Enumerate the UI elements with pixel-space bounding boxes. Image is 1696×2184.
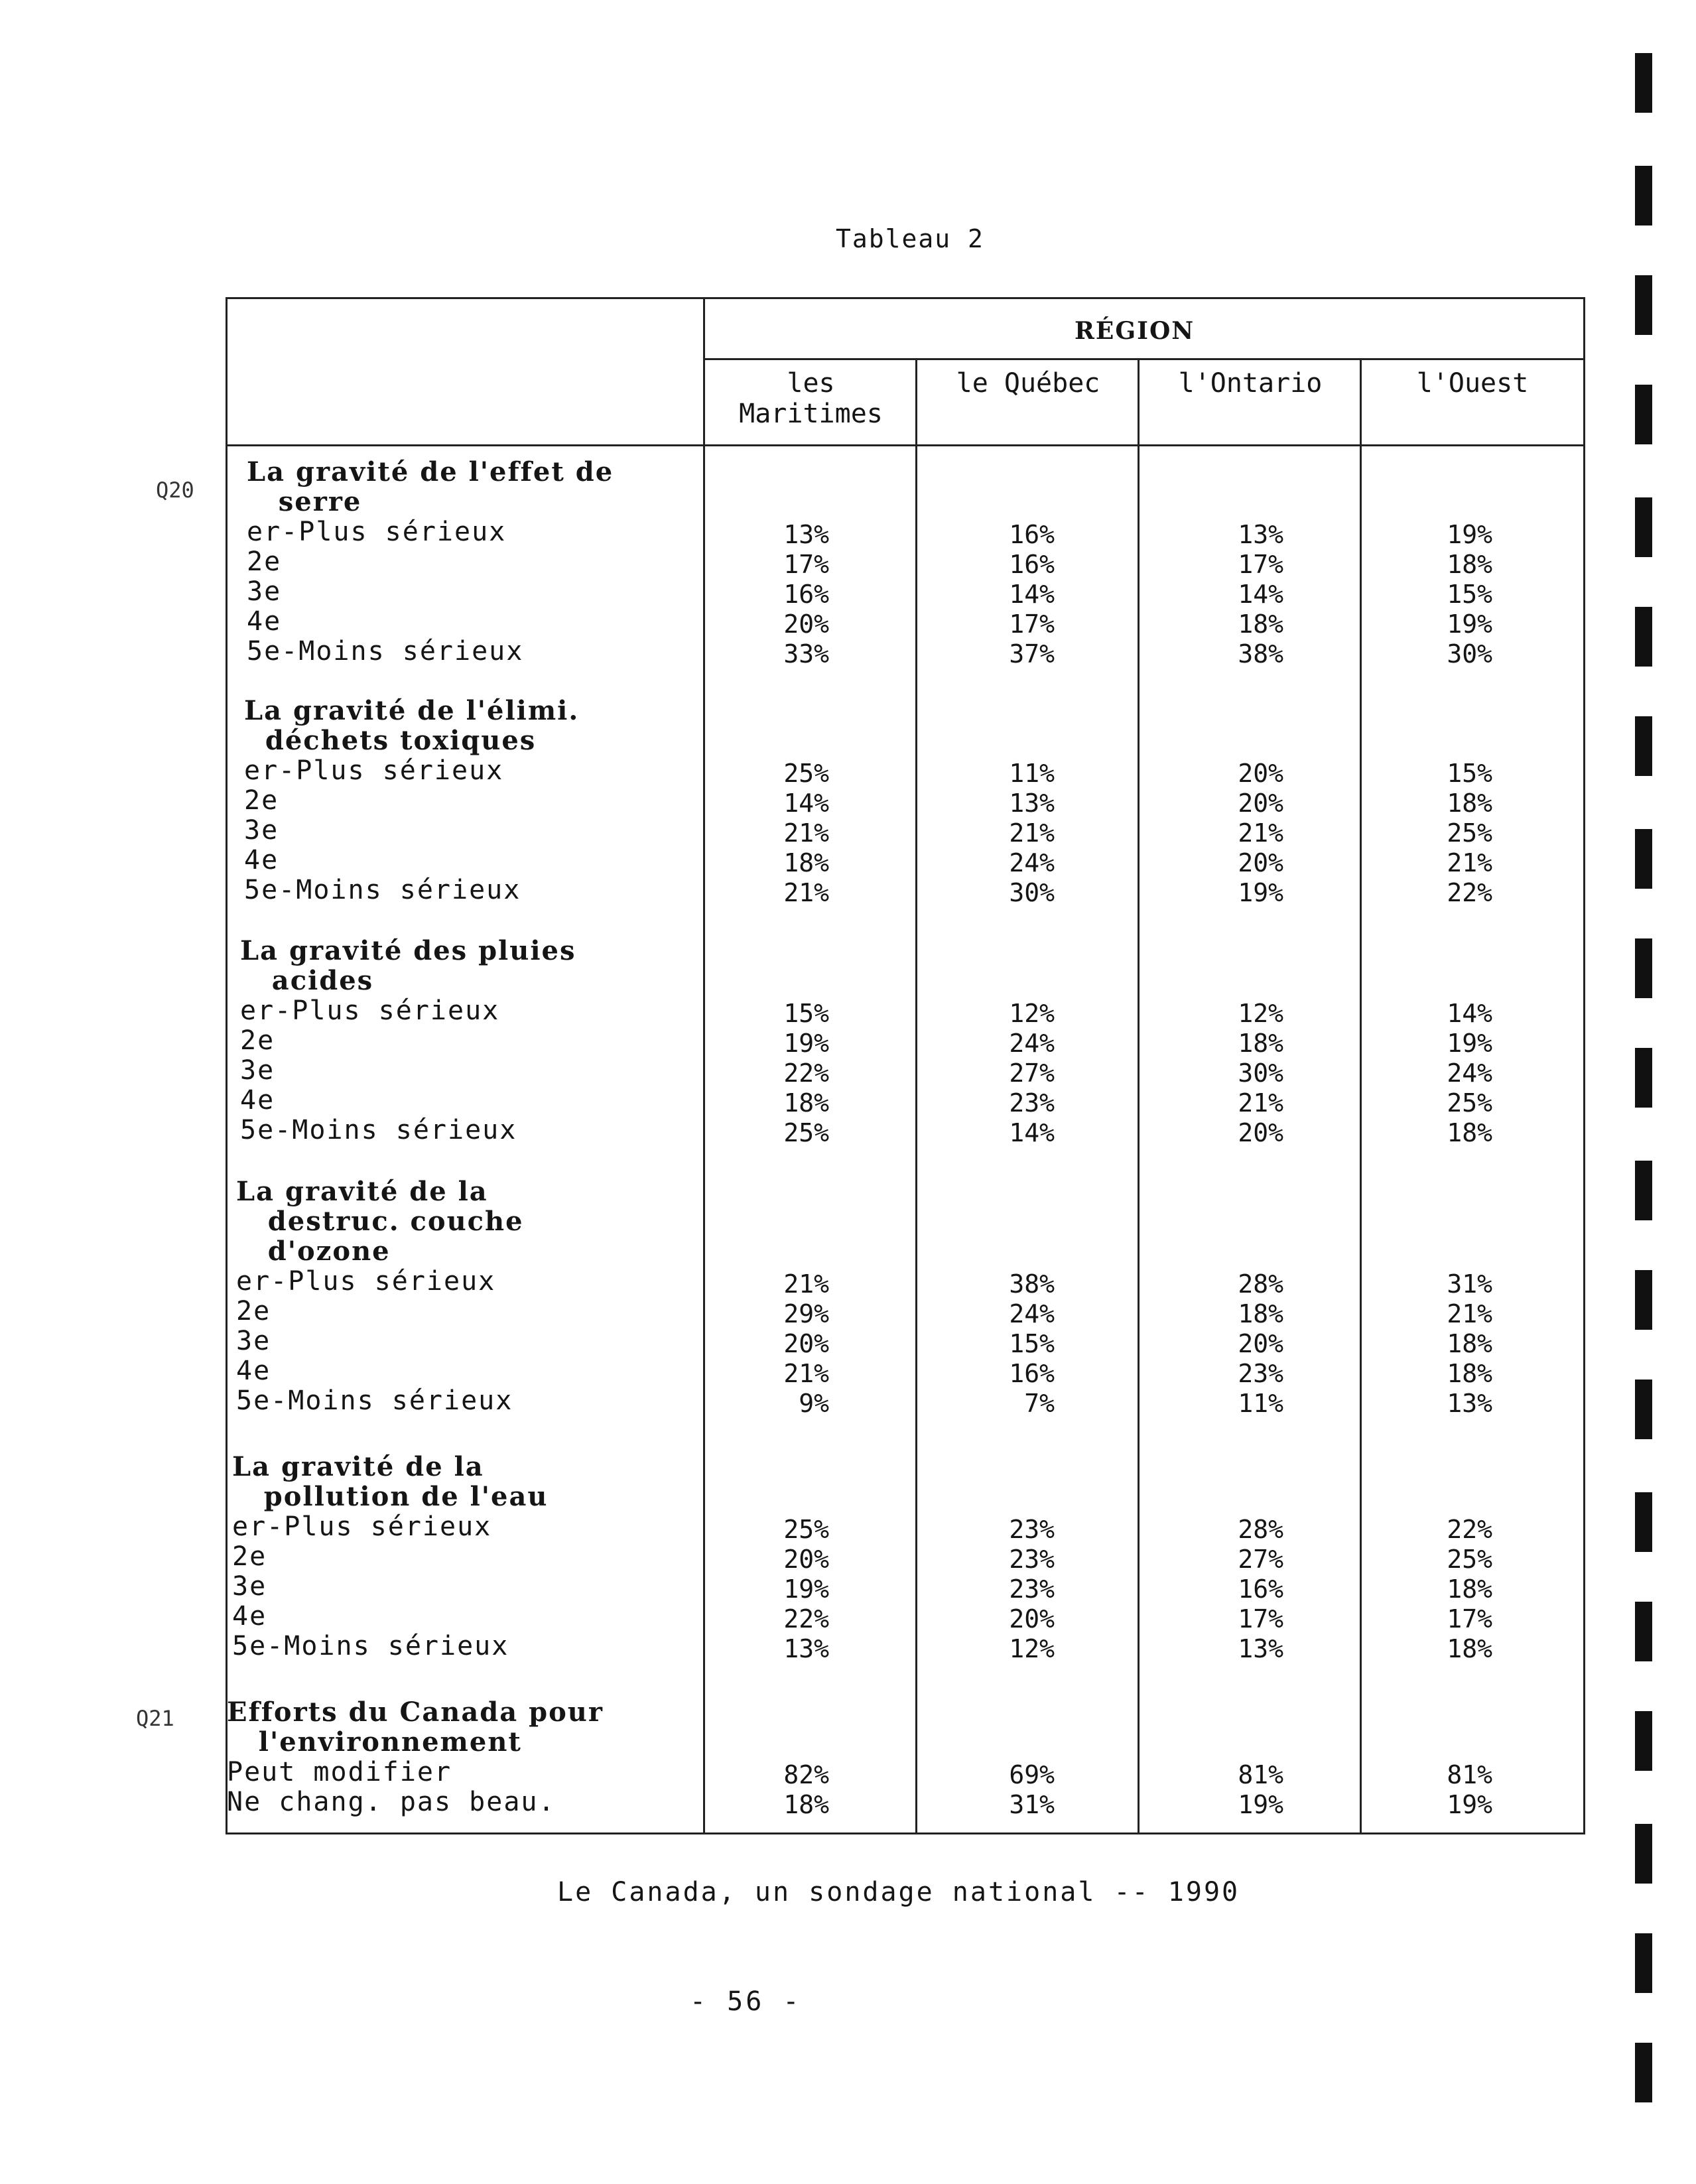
table-cell: 30% xyxy=(1447,639,1492,669)
table-cell: 21% xyxy=(1447,1299,1492,1328)
table-cell: 18% xyxy=(1238,610,1283,639)
table-cell: 23% xyxy=(1009,1574,1055,1604)
table-cell: 14% xyxy=(1238,580,1283,609)
table-cell: 19% xyxy=(783,1574,829,1604)
table-cell: 16% xyxy=(1009,550,1055,579)
footer: Le Canada, un sondage national -- 1990 xyxy=(557,1877,1240,1907)
table-cell: 33% xyxy=(783,639,829,669)
section-title: pollution de l'eau xyxy=(232,1481,549,1512)
table-cell: 9% xyxy=(799,1389,829,1418)
table-cell: 19% xyxy=(1447,1029,1492,1058)
section-title: La gravité de la xyxy=(232,1451,484,1482)
binder-hole-mark xyxy=(1635,1933,1652,1993)
row-label: 5e-Moins sérieux xyxy=(232,1631,509,1661)
table-cell: 21% xyxy=(1447,848,1492,877)
section-title: Efforts du Canada pour xyxy=(227,1697,604,1728)
section-title: La gravité de l'élimi. xyxy=(244,695,580,726)
table-cell: 25% xyxy=(783,1118,829,1147)
page-title: Tableau 2 xyxy=(836,224,984,253)
binder-hole-mark xyxy=(1635,1161,1652,1220)
section-title: serre xyxy=(247,486,362,517)
table-cell: 27% xyxy=(1009,1059,1055,1088)
table-cell: 69% xyxy=(1009,1760,1055,1789)
table-cell: 22% xyxy=(783,1604,829,1634)
table-cell: 23% xyxy=(1238,1359,1283,1388)
table-cell: 13% xyxy=(783,520,829,549)
table-cell: 20% xyxy=(1009,1604,1055,1634)
table-cell: 18% xyxy=(1447,1118,1492,1147)
table-cell: 11% xyxy=(1238,1389,1283,1418)
table-cell: 22% xyxy=(1447,878,1492,907)
table-cell: 22% xyxy=(1447,1515,1492,1544)
row-label: 2e xyxy=(236,1296,271,1326)
row-label: Ne chang. pas beau. xyxy=(227,1787,556,1817)
table-cell: 14% xyxy=(1009,580,1055,609)
table-cell: 21% xyxy=(783,878,829,907)
table-cell: 16% xyxy=(1238,1574,1283,1604)
table-cell: 18% xyxy=(783,848,829,877)
row-label: 5e-Moins sérieux xyxy=(240,1115,517,1145)
table-cell: 19% xyxy=(1238,878,1283,907)
table-cell: 21% xyxy=(783,1269,829,1299)
table-cell: 13% xyxy=(783,1634,829,1663)
table-cell: 21% xyxy=(1238,818,1283,848)
binder-hole-mark xyxy=(1635,938,1652,998)
column-header-ontario: l'Ontario xyxy=(1178,368,1323,399)
table-cell: 12% xyxy=(1009,999,1055,1028)
row-label: 4e xyxy=(247,606,282,637)
table-cell: 21% xyxy=(1238,1088,1283,1118)
row-label: 2e xyxy=(247,546,282,577)
table-cell: 17% xyxy=(1238,1604,1283,1634)
binder-hole-mark xyxy=(1635,829,1652,889)
row-label: 5e-Moins sérieux xyxy=(244,875,521,905)
table-cell: 27% xyxy=(1238,1545,1283,1574)
table-cell: 19% xyxy=(783,1029,829,1058)
table-cell: 31% xyxy=(1009,1790,1055,1819)
binder-hole-mark xyxy=(1635,166,1652,225)
table-cell: 15% xyxy=(1447,580,1492,609)
table-cell: 25% xyxy=(1447,818,1492,848)
table-cell: 21% xyxy=(783,1359,829,1388)
table-cell: 82% xyxy=(783,1760,829,1789)
table-cell: 18% xyxy=(1447,1574,1492,1604)
row-label: er-Plus sérieux xyxy=(244,755,504,786)
table-cell: 24% xyxy=(1009,1299,1055,1328)
table-cell: 12% xyxy=(1238,999,1283,1028)
table-cell: 12% xyxy=(1009,1634,1055,1663)
binder-hole-mark xyxy=(1635,53,1652,113)
binder-hole-mark xyxy=(1635,385,1652,444)
table-cell: 14% xyxy=(1447,999,1492,1028)
table-cell: 21% xyxy=(783,818,829,848)
table-cell: 18% xyxy=(1447,1634,1492,1663)
row-label: 2e xyxy=(232,1541,267,1572)
table-cell: 21% xyxy=(1009,818,1055,848)
row-label: 5e-Moins sérieux xyxy=(236,1385,513,1416)
binder-hole-mark xyxy=(1635,1711,1652,1771)
column-header-ouest: l'Ouest xyxy=(1416,368,1529,399)
table-cell: 20% xyxy=(1238,1118,1283,1147)
table-cell: 20% xyxy=(783,1329,829,1358)
section-title: destruc. couche xyxy=(236,1206,524,1237)
question-label-q20: Q20 xyxy=(156,478,194,503)
row-label: 4e xyxy=(240,1085,275,1116)
table-cell: 23% xyxy=(1009,1545,1055,1574)
row-label: 5e-Moins sérieux xyxy=(247,636,524,667)
question-label-q21: Q21 xyxy=(136,1706,174,1731)
table-cell: 25% xyxy=(1447,1545,1492,1574)
row-label: er-Plus sérieux xyxy=(232,1511,492,1542)
table-cell: 30% xyxy=(1238,1059,1283,1088)
binder-hole-mark xyxy=(1635,1492,1652,1552)
region-divider xyxy=(704,358,1584,360)
table-cell: 18% xyxy=(1238,1029,1283,1058)
section-title: l'environnement xyxy=(227,1726,522,1758)
table-cell: 28% xyxy=(1238,1269,1283,1299)
section-title: La gravité de la xyxy=(236,1176,488,1207)
row-label: 2e xyxy=(244,785,279,816)
binder-hole-mark xyxy=(1635,1824,1652,1884)
row-label: 4e xyxy=(232,1601,267,1632)
table-cell: 16% xyxy=(783,580,829,609)
row-label: 3e xyxy=(244,815,279,846)
table-cell: 17% xyxy=(1447,1604,1492,1634)
table-cell: 20% xyxy=(1238,848,1283,877)
column-header-maritimes: les Maritimes xyxy=(739,368,883,429)
table-cell: 20% xyxy=(1238,759,1283,788)
row-label: 3e xyxy=(247,576,282,607)
column-header-quebec: le Québec xyxy=(956,368,1100,399)
binder-hole-mark xyxy=(1635,1602,1652,1661)
table-cell: 18% xyxy=(1447,550,1492,579)
table-cell: 20% xyxy=(783,1545,829,1574)
table-cell: 30% xyxy=(1009,878,1055,907)
binder-hole-mark xyxy=(1635,1380,1652,1439)
binder-hole-mark xyxy=(1635,497,1652,557)
table-cell: 23% xyxy=(1009,1088,1055,1118)
table-cell: 25% xyxy=(783,759,829,788)
table-cell: 13% xyxy=(1447,1389,1492,1418)
section-title: acides xyxy=(240,965,374,996)
table-cell: 15% xyxy=(1447,759,1492,788)
binder-hole-mark xyxy=(1635,2043,1652,2102)
table-cell: 17% xyxy=(1238,550,1283,579)
table-cell: 18% xyxy=(1447,1359,1492,1388)
table-cell: 18% xyxy=(783,1790,829,1819)
table-cell: 37% xyxy=(1009,639,1055,669)
column-divider xyxy=(1138,358,1140,1834)
binder-hole-mark xyxy=(1635,1270,1652,1330)
table-cell: 20% xyxy=(1238,1329,1283,1358)
table-cell: 18% xyxy=(1447,789,1492,818)
table-cell: 38% xyxy=(1238,639,1283,669)
table-cell: 13% xyxy=(1238,520,1283,549)
binder-hole-mark xyxy=(1635,1048,1652,1108)
header-divider xyxy=(227,444,1584,446)
table-cell: 15% xyxy=(1009,1329,1055,1358)
table-cell: 24% xyxy=(1009,1029,1055,1058)
section-title: La gravité des pluies xyxy=(240,935,576,966)
table-cell: 19% xyxy=(1238,1790,1283,1819)
table-cell: 18% xyxy=(1238,1299,1283,1328)
table-cell: 24% xyxy=(1447,1059,1492,1088)
table-cell: 15% xyxy=(783,999,829,1028)
table-cell: 19% xyxy=(1447,610,1492,639)
table-cell: 81% xyxy=(1447,1760,1492,1789)
table-cell: 18% xyxy=(783,1088,829,1118)
table-cell: 29% xyxy=(783,1299,829,1328)
table-cell: 17% xyxy=(1009,610,1055,639)
binder-hole-mark xyxy=(1635,275,1652,335)
table-cell: 22% xyxy=(783,1059,829,1088)
row-label: 4e xyxy=(244,845,279,875)
table-cell: 23% xyxy=(1009,1515,1055,1544)
page-number: - 56 - xyxy=(690,1986,802,2017)
table-cell: 38% xyxy=(1009,1269,1055,1299)
table-cell: 20% xyxy=(783,610,829,639)
table-cell: 25% xyxy=(1447,1088,1492,1118)
stub-divider xyxy=(703,298,705,1834)
table-cell: 17% xyxy=(783,550,829,579)
table-cell: 81% xyxy=(1238,1760,1283,1789)
table-cell: 24% xyxy=(1009,848,1055,877)
table-cell: 16% xyxy=(1009,1359,1055,1388)
table-cell: 14% xyxy=(1009,1118,1055,1147)
row-label: Peut modifier xyxy=(227,1757,452,1787)
table-cell: 7% xyxy=(1024,1389,1055,1418)
table-cell: 13% xyxy=(1238,1634,1283,1663)
binder-hole-mark xyxy=(1635,607,1652,667)
table-cell: 19% xyxy=(1447,1790,1492,1819)
table-cell: 13% xyxy=(1009,789,1055,818)
table-cell: 11% xyxy=(1009,759,1055,788)
table-cell: 20% xyxy=(1238,789,1283,818)
row-label: 4e xyxy=(236,1356,271,1386)
table-cell: 19% xyxy=(1447,520,1492,549)
table-cell: 28% xyxy=(1238,1515,1283,1544)
row-label: 2e xyxy=(240,1025,275,1056)
table-cell: 16% xyxy=(1009,520,1055,549)
row-label: 3e xyxy=(240,1055,275,1086)
column-divider xyxy=(1360,358,1362,1834)
row-label: er-Plus sérieux xyxy=(247,517,507,547)
section-title: déchets toxiques xyxy=(244,725,537,756)
section-title: d'ozone xyxy=(236,1236,391,1267)
table-cell: 14% xyxy=(783,789,829,818)
row-label: er-Plus sérieux xyxy=(236,1266,496,1297)
binder-hole-mark xyxy=(1635,716,1652,776)
row-label: 3e xyxy=(236,1326,271,1356)
table-cell: 25% xyxy=(783,1515,829,1544)
column-divider xyxy=(915,358,917,1834)
region-header: RÉGION xyxy=(1075,317,1195,345)
table-cell: 31% xyxy=(1447,1269,1492,1299)
row-label: er-Plus sérieux xyxy=(240,996,500,1026)
section-title: La gravité de l'effet de xyxy=(247,456,614,487)
row-label: 3e xyxy=(232,1571,267,1602)
table-cell: 18% xyxy=(1447,1329,1492,1358)
